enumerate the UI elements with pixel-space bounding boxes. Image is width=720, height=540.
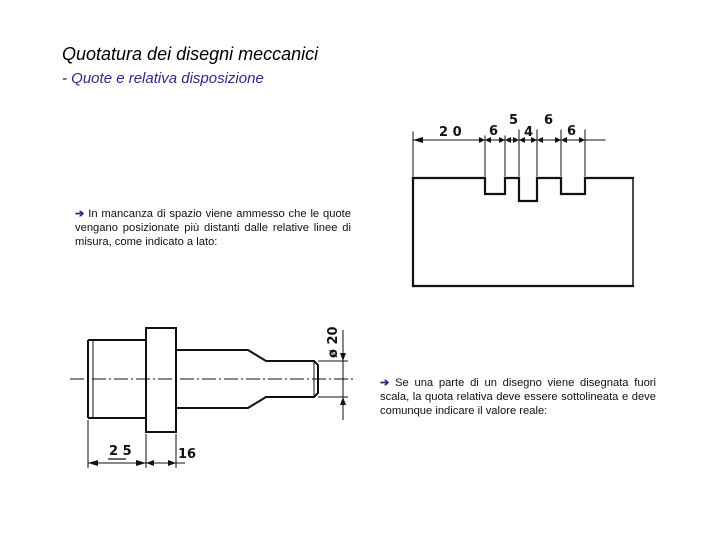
dimension-label-6: 6 (567, 124, 577, 139)
arrow-bullet-icon: ➔ (380, 377, 390, 389)
dimension-label-16: 16 (178, 447, 197, 462)
slotted-block-drawing (405, 108, 645, 293)
dimension-label-6: 6 (544, 113, 554, 128)
arrow-bullet-icon: ➔ (75, 208, 85, 220)
subtitle-dash: - (62, 70, 67, 87)
slide-subtitle (62, 70, 264, 87)
dimension-label-6: 6 (489, 124, 499, 139)
dimension-label-4: 4 (524, 125, 534, 140)
dimension-label-25: 2 5 (109, 444, 132, 459)
note-out-of-scale-text: Se una parte di un disegno viene disegnata fuori scala, la quota relativa deve essere sottolineata e deve comunque indicare il valore reale: (380, 377, 656, 417)
diameter-label-20: ø 20 (326, 326, 341, 358)
note-out-of-scale (380, 376, 656, 418)
slide-title: Quotatura dei disegni meccanici (62, 44, 319, 64)
note-limited-space (75, 207, 351, 249)
subtitle-text: Quote e relativa disposizione (71, 70, 264, 87)
note-limited-space-text: In mancanza di spazio viene ammesso che le quote vengano posizionate più distanti dalle relative linee di misura, come indicato a lato: (75, 208, 352, 248)
dimension-label-20: 2 0 (439, 125, 462, 140)
stepped-shaft-drawing (70, 320, 360, 470)
dimension-label-5: 5 (509, 113, 519, 128)
